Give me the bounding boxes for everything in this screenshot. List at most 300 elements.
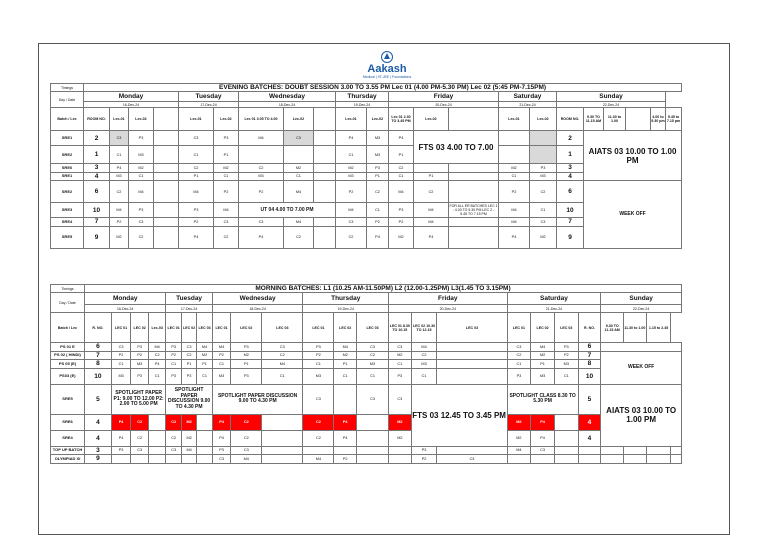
table-row [51,360,682,368]
col-batch: Batch / Lec [51,108,84,131]
fri-lec02: P2 [411,455,437,463]
tue-lec01: C1 [179,146,214,164]
table-row [51,131,682,146]
fri-lec02: P4 [414,226,449,248]
sat-lec02: P4 [531,430,555,446]
col-thu-l1: LEC 01 [303,313,334,343]
sat-lec02 [530,146,557,164]
fri-lec02: M4 [414,203,449,218]
col-fri-lec02: Lec-02 [414,108,449,131]
evening-title: EVENING BATCHES: DOUBT SESSION 3.00 TO 3.55 PM Lec 01 (4.00 PM-5.30 PM) Lec 02 (5:45 PM-7.15PM) [84,84,682,92]
sun-room-number: 5 [578,384,601,414]
fri-lec01: C2 [389,164,414,172]
sun-room-number: 4 [578,430,601,446]
day-saturday: Saturday [499,92,557,102]
wed-lec02: C2 [284,226,314,248]
date-saturday: 21-Dec-24 [499,102,557,108]
col-sat-l2: LEC 02 [531,313,555,343]
tue-lec03: M2 [197,351,212,359]
empty-cell [154,218,179,226]
mon-lec03: C1 [148,368,166,384]
thu-lec01: M4 [303,455,334,463]
fri-lec03: C3 [437,455,507,463]
sat-lec01: M2 [499,164,530,172]
empty-cell [262,414,303,430]
sat-lec01: M4 [507,446,531,454]
thu-lec03: C3 [357,343,389,351]
col-sat-l1: LEC 01 [507,313,531,343]
thu-lec03: M3 [357,360,389,368]
tue-lec02: P1 [181,360,196,368]
mon-lec02: P3 [131,343,149,351]
sat-lec03: C1 [554,368,578,384]
spacer [671,313,682,343]
empty-cell [166,455,181,463]
wed-lec02: P1 [231,360,262,368]
col-mon-lec02: Lec-02 [129,108,154,131]
empty-cell [507,455,531,463]
room-number: 6 [85,343,112,351]
empty-cell [671,455,682,463]
table-row [51,446,682,454]
sat-lec02 [530,131,557,146]
timings-label: Timings [51,285,85,293]
thu-lec01: P4 [336,131,367,146]
aiats-block: AIATS 03 10.00 TO 1.00 PM [601,384,682,446]
sun-room-number: 6 [578,343,601,351]
empty-cell [389,446,412,454]
col-tue-lec01: Lec-01 [179,108,214,131]
morning-title: MORNING BATCHES: L1 (10.25 AM-11.50PM) L2 (12.00-1.25PM) L3(1.45 TO 3.15PM) [85,285,682,293]
fri-lec02: C2 [411,351,437,359]
thu-lec02 [334,384,357,414]
logo-name: Aakash [367,63,407,75]
sun-room-number: 7 [557,218,584,226]
date-sunday: 22-Dec-24 [557,102,666,108]
batch-name: SRE2 [51,146,84,164]
thu-lec02: P4 [334,414,357,430]
sun-room-number: 1 [557,146,584,164]
empty-cell [357,414,389,430]
batch-name: SRE5 [51,226,84,248]
thu-lec01: C1 [303,360,334,368]
logo-tagline: Medical | IIT-JEE | Foundations [362,75,412,79]
empty-cell [154,131,179,146]
sat-lec02: M3 [531,368,555,384]
col-mon-lec01: Lec-01 [110,108,129,131]
wed-lec02: M2 [284,164,314,172]
fri-lec01: M2 [389,430,412,446]
batch-name: SRE1 [51,172,84,180]
day-tuesday: Tuesday [179,92,239,102]
empty-cell [554,446,578,454]
empty-cell [554,414,578,430]
empty-cell [554,455,578,463]
wed-lec03: C3 [262,343,303,351]
wed-lec02: P3 [231,368,262,384]
mon-lec01: C3 [111,343,131,351]
fts-block: FTS 03 12.45 TO 3.45 PM [411,384,507,446]
sun-room-number: 8 [578,360,601,368]
fri-lec01: P3 [389,368,412,384]
tue-lec02: M2 [181,414,196,430]
empty-cell [154,203,179,218]
tue-lec03: M4 [197,343,212,351]
empty-cell [624,446,647,454]
sat-lec01: C3 [507,343,531,351]
col-fri-lec01: Lec 01 2.30 TO 3.45 PM [389,108,414,131]
wed-lec02: C2 [231,430,262,446]
fri-lec02: M3 [411,360,437,368]
mon-lec02: P3 [129,131,154,146]
empty-cell [148,446,166,454]
batch-name: PS 01 E [51,343,85,351]
empty-cell [554,430,578,446]
tue-lec02: C3 [181,343,196,351]
day-thursday: Thursday [336,92,389,102]
col-mon-l3: Lec-03 [148,313,166,343]
col-mon-l1: LEC 01 [111,313,131,343]
thu-lec02: P3 [367,164,389,172]
empty-cell [449,181,499,203]
tue-lec02: C2 [214,226,239,248]
batch-name: SRE3 [51,203,84,218]
mon-lec01: M4 [110,203,129,218]
sat-lec02: P3 [530,164,557,172]
room-number: 10 [85,368,112,384]
col-mon-l2: LEC 02 [131,313,149,343]
thu-lec01: M3 [303,368,334,384]
wed-lec02: M2 [231,351,262,359]
empty-cell [197,414,212,430]
room-number: 6 [84,181,110,203]
room-number: 9 [84,226,110,248]
room-number: 9 [85,455,112,463]
aakash-logo-icon [381,51,393,63]
thu-lec03: C2 [357,351,389,359]
mon-lec01: C2 [110,181,129,203]
sat-lec02: M4 [531,343,555,351]
empty-cell [148,455,166,463]
fri-lec01: P2 [389,218,414,226]
thu-lec01: M3 [336,172,367,180]
fri-lec01: C1 [389,172,414,180]
empty-cell [131,455,149,463]
empty-cell [262,446,303,454]
spotlight-discussion-wed: SPOTLIGHT PAPER DISCUSSION 9.00 TO 4.30 PM [212,384,303,414]
room-number: 7 [84,218,110,226]
empty-cell [437,446,507,454]
fri-lec01: M2 [389,414,412,430]
fri-lec01: M2 [389,226,414,248]
empty-cell [197,446,212,454]
batch-name: SRE4 [51,430,85,446]
col-sun-slot1: 9.30 TO 11.15 AM [601,313,624,343]
col-wed-lec02: Lec-02 [284,108,314,131]
tue-lec01: P3 [179,203,214,218]
fri-lec02: C2 [414,181,449,203]
mon-lec01: M3 [111,368,131,384]
week-off: WEEK OFF [601,351,682,384]
timings-label: Timings [51,84,84,92]
col-tue-l3: LEC 03 [197,313,212,343]
wed-lec02: M4 [284,218,314,226]
col-sun-slot3: 1.15 to 2.45 [646,313,671,343]
thu-lec02: M4 [334,343,357,351]
sat-lec03: P3 [554,343,578,351]
room-number: 7 [85,351,112,359]
thu-lec01: C1 [336,146,367,164]
wed-lec02: M4 [231,455,262,463]
fts-block: FTS 03 4.00 TO 7.00 [414,131,499,164]
mon-lec02: M4 [129,181,154,203]
fri-lec03 [437,343,507,351]
mon-lec02: P3 [131,368,149,384]
tue-lec02: P3 [214,131,239,146]
tue-lec02: M4 [214,203,239,218]
date-thursday: 19-Dec-24 [303,305,389,313]
day-sunday: Sunday [557,92,666,102]
spacer [626,108,651,131]
week-off: WEEK OFF [584,181,682,248]
table-row [51,343,682,351]
date-wednesday: 18-Dec-24 [212,305,303,313]
col-sat-lec02: Lec-02 [530,108,557,131]
col-room: ROOM NO. [84,108,110,131]
tue-lec02: C1 [214,172,239,180]
aakash-logo [357,51,417,79]
mon-lec02: M2 [129,164,154,172]
wed-lec02: C2 [231,414,262,430]
date-saturday: 21-Dec-24 [507,305,601,313]
wed-lec01: C2 [239,164,284,172]
empty-cell [357,430,389,446]
spacer [314,108,336,131]
thu-lec01: P3 [303,343,334,351]
tue-lec01: C3 [166,446,181,454]
batch-name: OLYMPIAD XI [51,455,85,463]
fri-lec03 [437,368,507,384]
mon-lec01: M2 [110,226,129,248]
wed-lec01: P2 [212,351,231,359]
sat-lec02: C3 [531,446,555,454]
mon-lec01: C1 [111,360,131,368]
mon-lec03: C2 [148,351,166,359]
empty-cell [181,455,196,463]
fri-lec02 [414,164,449,172]
tue-lec02: M2 [214,164,239,172]
mon-lec03: P4 [148,360,166,368]
table-row [51,368,682,384]
empty-cell [624,455,647,463]
tue-lec01: P4 [179,226,214,248]
sat-lec01: C1 [499,172,530,180]
empty-cell [154,164,179,172]
mon-lec01: P3 [111,446,131,454]
empty-cell [334,446,357,454]
table-row [51,351,682,359]
mon-lec01: C3 [110,131,129,146]
day-date-label: Day / Date [51,293,85,313]
empty-cell [154,146,179,164]
sun-room-number: 10 [578,368,601,384]
fri-lec01: M4 [389,181,414,203]
sat-lec01: M4 [499,218,530,226]
wed-lec01: M4 [239,131,284,146]
sat-lec01: P4 [499,226,530,248]
col-sun-slot4: 5.45 to 7.15 pm [666,108,682,131]
tue-lec02: M2 [181,430,196,446]
thu-lec02: P1 [334,360,357,368]
mon-lec02: M3 [131,360,149,368]
empty-cell [578,446,601,454]
batch-name: SRE5 [51,384,85,414]
sun-room-number: 9 [557,226,584,248]
date-friday: 20-Dec-24 [389,305,508,313]
col-sat-l3: LEC 03 [554,313,578,343]
tue-lec02: C3 [214,218,239,226]
day-friday: Friday [389,92,499,102]
sat-lec02: P4 [531,414,555,430]
mon-lec01: M3 [110,172,129,180]
fri-lec01: C3 [389,384,412,414]
thu-lec01: P2 [336,181,367,203]
sat-lec03: M3 [554,360,578,368]
wed-lec01: P4 [239,226,284,248]
date-sunday: 22-Dec-24 [601,305,682,313]
batch-name: SRE2 [51,181,84,203]
mon-lec01: P4 [110,164,129,172]
tue-lec01: P3 [166,368,181,384]
col-rno: R. NO. [85,313,112,343]
col-tue-lec02: Lec-02 [214,108,239,131]
mon-lec01: P4 [111,414,131,430]
tue-lec01: C1 [166,360,181,368]
wed-lec02: C3 [284,131,314,146]
wed-lec02: C3 [231,446,262,454]
thu-lec02: C1 [334,368,357,384]
fri-lec01: P4 [389,131,414,146]
mon-lec02: C2 [131,430,149,446]
batch-name: SRE1 [51,131,84,146]
empty-cell [111,455,131,463]
table-row [51,181,682,203]
fri-lec01: P1 [389,146,414,164]
mon-lec02: P2 [131,351,149,359]
aiats-block: AIATS 03 10.00 TO 1.00 PM [584,131,682,181]
sat-lec01: M4 [499,203,530,218]
col-sun-slot3: 4.00 to 5.30 pm [651,108,666,131]
date-thursday: 19-Dec-24 [336,102,389,108]
wed-lec02: P3 [231,343,262,351]
tue-lec01: P2 [166,351,181,359]
sun-room-number: 7 [578,351,601,359]
wed-lec01: C3 [212,455,231,463]
date-wednesday: 18-Dec-24 [239,102,336,108]
empty-cell [646,455,671,463]
col-wed-l2: LEC 02 [231,313,262,343]
wed-lec03: M4 [262,360,303,368]
fri-lec02: M4 [414,218,449,226]
sat-lec02: P1 [531,360,555,368]
fri-lec02: C1 [411,368,437,384]
room-number: 3 [84,164,110,172]
wed-lec01: P4 [212,414,231,430]
thu-lec02: C2 [367,181,389,203]
thu-lec03: C3 [357,384,389,414]
empty-cell [531,455,555,463]
sat-lec01 [499,146,530,164]
sun-room-number: 10 [557,203,584,218]
thu-lec01: C3 [336,218,367,226]
fri-lec01: C1 [389,360,412,368]
mon-lec01: P4 [111,430,131,446]
tue-lec01: P3 [166,343,181,351]
wed-lec03: C1 [262,368,303,384]
tue-lec01: C3 [179,131,214,146]
spotlight-paper-mon: SPOTLIGHT PAPER P1: 9.00 TO 12.00 P2: 2.00 TO 5.00 PM [111,384,166,414]
empty-cell [601,343,682,351]
day-thursday: Thursday [303,293,389,305]
empty-cell [314,226,336,248]
col-tue-l1: LEC 01 [166,313,181,343]
room-number: 4 [85,414,112,430]
sun-room-number: 3 [557,164,584,172]
mon-lec01: P2 [111,351,131,359]
room-number: 1 [84,146,110,164]
batch-name: SRE4 [51,218,84,226]
thu-lec02: P4 [367,226,389,248]
empty-cell [578,455,601,463]
empty-cell [154,181,179,203]
empty-cell [601,455,624,463]
empty-cell [449,172,499,180]
tue-lec01: P1 [179,172,214,180]
date-tuesday: 17-Dec-24 [166,305,212,313]
table-row [51,430,682,446]
wed-lec01: M3 [212,368,231,384]
table-row [51,384,682,414]
col-sun-slot2: 11.30 to 1.00 [604,108,626,131]
tue-lec01: P2 [179,218,214,226]
tue-lec01: C2 [179,164,214,172]
sat-lec02: M2 [531,351,555,359]
col-batch: Batch / Lec [51,313,85,343]
thu-lec02: C1 [367,203,389,218]
thu-lec02: P2 [367,218,389,226]
wed-lec01: P4 [212,430,231,446]
thu-lec02: P2 [334,455,357,463]
sat-lec01: P2 [499,181,530,203]
sat-lec01: P3 [507,368,531,384]
col-wed-lec01: Lec 01 3.05 TO 4.00 [239,108,284,131]
tue-lec02: P2 [214,181,239,203]
room-number: 10 [84,203,110,218]
mon-lec02: C2 [131,414,149,430]
empty-cell [314,181,336,203]
sun-room-number: 4 [578,414,601,430]
mon-lec02: C3 [131,446,149,454]
fri-lec02: P3 [411,446,437,454]
thu-lec02: P4 [334,430,357,446]
col-sat-lec01: Lec-01 [499,108,530,131]
mon-lec02: C3 [129,218,154,226]
day-monday: Monday [85,293,166,305]
empty-cell [262,455,303,463]
sat-lec01: M2 [507,414,531,430]
empty-cell [154,172,179,180]
thu-lec01: P2 [303,351,334,359]
